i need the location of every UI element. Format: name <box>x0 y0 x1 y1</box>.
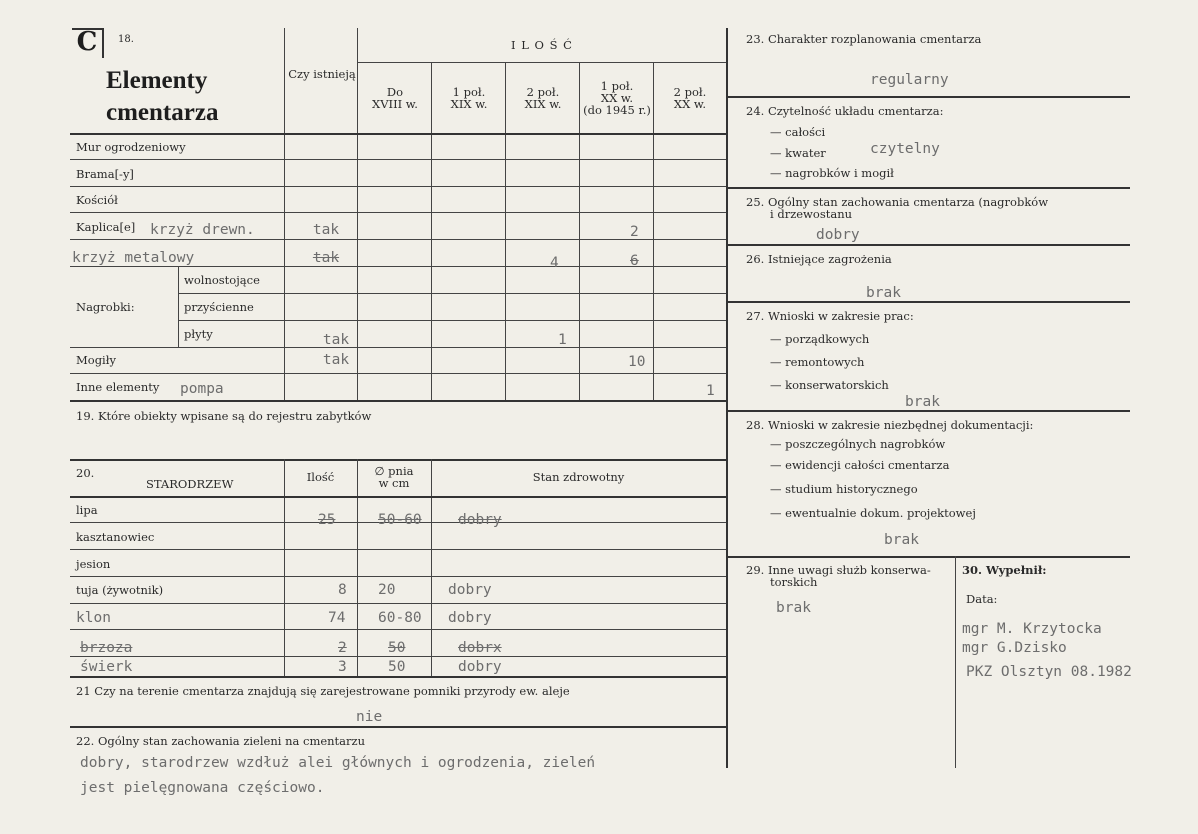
tree-name: tuja (żywotnik) <box>76 583 164 597</box>
rule <box>70 266 726 267</box>
row-label-plyty: płyty <box>184 327 213 341</box>
rule <box>178 266 179 347</box>
tree-name: lipa <box>76 503 98 517</box>
row-label-kaplica: Kaplica[e] <box>76 220 136 234</box>
rule <box>70 496 726 498</box>
field-25-line-1: 25. Ogólny stan zachowania cmentarza (nagrobków <box>746 195 1049 209</box>
rule <box>70 347 726 348</box>
field-28-label: 28. Wnioski w zakresie niezbędnej dokumentacji: <box>746 418 1034 432</box>
tree-state: dobry <box>448 582 492 598</box>
field-29-line-2: torskich <box>770 575 818 589</box>
col-header-period-1: Do XVIII w. <box>372 85 418 111</box>
row-label-nagrobki: Nagrobki: <box>76 300 135 314</box>
field-29-answer: brak <box>776 600 811 616</box>
rule <box>178 320 726 321</box>
field-23-label: 23. Charakter rozplanowania cmentarza <box>746 32 982 46</box>
typed-krzyz-q4: 6 <box>630 253 639 269</box>
rule <box>70 186 726 187</box>
rule <box>284 28 285 400</box>
rule <box>70 373 726 374</box>
rule <box>178 293 726 294</box>
field-28-item: — poszczególnych nagrobków <box>770 437 946 451</box>
col-header-period-5: 2 poł. XX w. <box>673 85 707 111</box>
field-24-answer: czytelny <box>870 141 940 157</box>
tree-qty: 25 <box>318 512 336 528</box>
tree-state: dobry <box>458 659 502 675</box>
row-label-mogily: Mogiły <box>76 353 116 367</box>
tree-diam: 50 <box>388 659 406 675</box>
field-25-answer: dobry <box>816 227 860 243</box>
field-30-label: 30. Wypełnił: <box>962 563 1047 577</box>
tree-diam: 60-80 <box>378 610 422 626</box>
tree-diam: 50 <box>388 640 406 656</box>
tree-state: dobrx <box>458 640 502 656</box>
typed-plyty-q3: 1 <box>558 332 567 348</box>
field-23-answer: regularny <box>870 72 949 88</box>
tree-typed-name: brzoza <box>80 640 133 656</box>
row-label-wolnostojace: wolnostojące <box>184 273 260 287</box>
rule <box>70 159 726 160</box>
field-22-label: 22. Ogólny stan zachowania zieleni na cmentarzu <box>76 734 365 748</box>
row-label-przyscienne: przyścienne <box>184 300 254 314</box>
rule <box>70 133 726 135</box>
typed-kaplica: krzyż drewn. <box>150 222 255 238</box>
typed-krzyz-q3: 4 <box>550 255 559 271</box>
rule <box>728 187 1130 189</box>
rule <box>431 62 432 400</box>
col-header-trunk: ∅ pnia w cm <box>374 464 414 490</box>
rule <box>70 603 726 604</box>
typed-inne: pompa <box>180 381 224 397</box>
typed-mogily-exists: tak <box>322 352 350 368</box>
col-header-period-3: 2 poł. XIX w. <box>524 85 562 111</box>
field-27-item: — konserwatorskich <box>770 378 889 392</box>
rule <box>70 576 726 577</box>
tree-qty: 3 <box>338 659 347 675</box>
signature-name-2: mgr G.Dzisko <box>962 640 1067 656</box>
row-label-mur: Mur ogrodzeniowy <box>76 140 186 154</box>
rule <box>70 549 726 550</box>
field-27-label: 27. Wnioski w zakresie prac: <box>746 309 914 323</box>
tree-name: kasztanowiec <box>76 530 155 544</box>
typed-kaplica-q4: 2 <box>630 224 639 240</box>
field-30-date-label: Data: <box>966 592 998 606</box>
rule <box>728 301 1130 303</box>
rule <box>505 62 506 400</box>
rule <box>70 726 726 728</box>
field-20-label: STARODRZEW <box>146 477 234 491</box>
rule <box>728 244 1130 246</box>
typed-plyty-exists: tak <box>322 332 350 348</box>
field-24-item: — całości <box>770 125 826 139</box>
tree-state: dobry <box>448 610 492 626</box>
field-24-item: — nagrobków i mogił <box>770 166 894 180</box>
row-label-brama: Brama[-y] <box>76 167 134 181</box>
field-28-item: — ewidencji całości cmentarza <box>770 458 950 472</box>
tree-qty: 8 <box>338 582 347 598</box>
col-header-tree-qty: Ilość <box>306 470 335 484</box>
col-header-exists: Czy istnieją <box>288 67 356 81</box>
rule <box>728 410 1130 412</box>
field-26-answer: brak <box>866 285 901 301</box>
typed-mogily-q4: 10 <box>628 354 646 370</box>
title-line-2: cmentarza <box>106 99 219 126</box>
row-label-kosciol: Kościół <box>76 193 118 207</box>
section-letter: C <box>76 27 98 57</box>
row-label-inne: Inne elementy <box>76 380 160 394</box>
rule <box>728 556 1130 558</box>
field-28-answer: brak <box>884 532 919 548</box>
field-24-item: — kwater <box>770 146 826 160</box>
field-26-label: 26. Istniejące zagrożenia <box>746 252 892 266</box>
rule <box>728 96 1130 98</box>
rule <box>955 556 956 768</box>
field-25-line-2: i drzewostanu <box>770 207 853 221</box>
typed-inne-q5: 1 <box>706 383 715 399</box>
rule <box>70 212 726 213</box>
tree-typed-name: klon <box>76 610 111 626</box>
field-21-label: 21 Czy na terenie cmentarza znajdują się zarejestrowane pomniki przyrody ew. aleje <box>76 684 570 698</box>
field-22-line-2: jest pielęgnowana częściowo. <box>80 780 325 796</box>
typed-krzyz: krzyż metalowy <box>72 250 195 266</box>
tree-diam: 50-60 <box>378 512 422 528</box>
rule <box>70 400 726 402</box>
signature-stamp: PKZ Olsztyn 08.1982 <box>966 664 1132 680</box>
col-header-ilosc: I L O Ś Ć <box>511 38 573 52</box>
field-28-item: — ewentualnie dokum. projektowej <box>770 506 976 520</box>
rule <box>70 629 726 630</box>
tree-state: dobry <box>458 512 502 528</box>
rule <box>70 676 726 678</box>
signature-name-1: mgr M. Krzytocka <box>962 621 1102 637</box>
col-header-period-2: 1 poł. XIX w. <box>450 85 488 111</box>
rule <box>284 459 285 676</box>
field-27-item: — porządkowych <box>770 332 870 346</box>
tree-qty: 2 <box>338 640 347 656</box>
field-27-item: — remontowych <box>770 355 865 369</box>
rule <box>70 239 726 240</box>
tree-name: jesion <box>76 557 111 571</box>
field-24-label: 24. Czytelność układu cmentarza: <box>746 104 944 118</box>
field-29-line-1: 29. Inne uwagi służb konserwa- <box>746 563 931 577</box>
rule <box>431 459 432 676</box>
col-header-period-4: 1 poł. XX w. (do 1945 r.) <box>583 79 651 117</box>
rule <box>70 656 726 657</box>
rule <box>70 459 726 461</box>
tree-diam: 20 <box>378 582 396 598</box>
field-number-18: 18. <box>118 34 134 45</box>
field-27-answer: brak <box>905 394 940 410</box>
title-line-1: Elementy <box>106 67 208 94</box>
rule <box>357 459 358 676</box>
rule <box>579 62 580 400</box>
field-19-label: 19. Które obiekty wpisane są do rejestru zabytków <box>76 409 372 423</box>
rule <box>653 62 654 400</box>
field-28-item: — studium historycznego <box>770 482 918 496</box>
col-header-health: Stan zdrowotny <box>532 470 625 484</box>
field-21-answer: nie <box>356 709 383 725</box>
typed-krzyz-exists: tak <box>312 250 340 266</box>
rule <box>726 28 728 768</box>
field-22-line-1: dobry, starodrzew wzdłuż alei głównych i ogrodzenia, zieleń <box>80 755 596 771</box>
tree-typed-name: świerk <box>80 659 133 675</box>
tree-qty: 74 <box>328 610 346 626</box>
field-20-number: 20. <box>76 466 95 480</box>
typed-kaplica-exists: tak <box>312 222 340 238</box>
rule <box>357 62 726 63</box>
